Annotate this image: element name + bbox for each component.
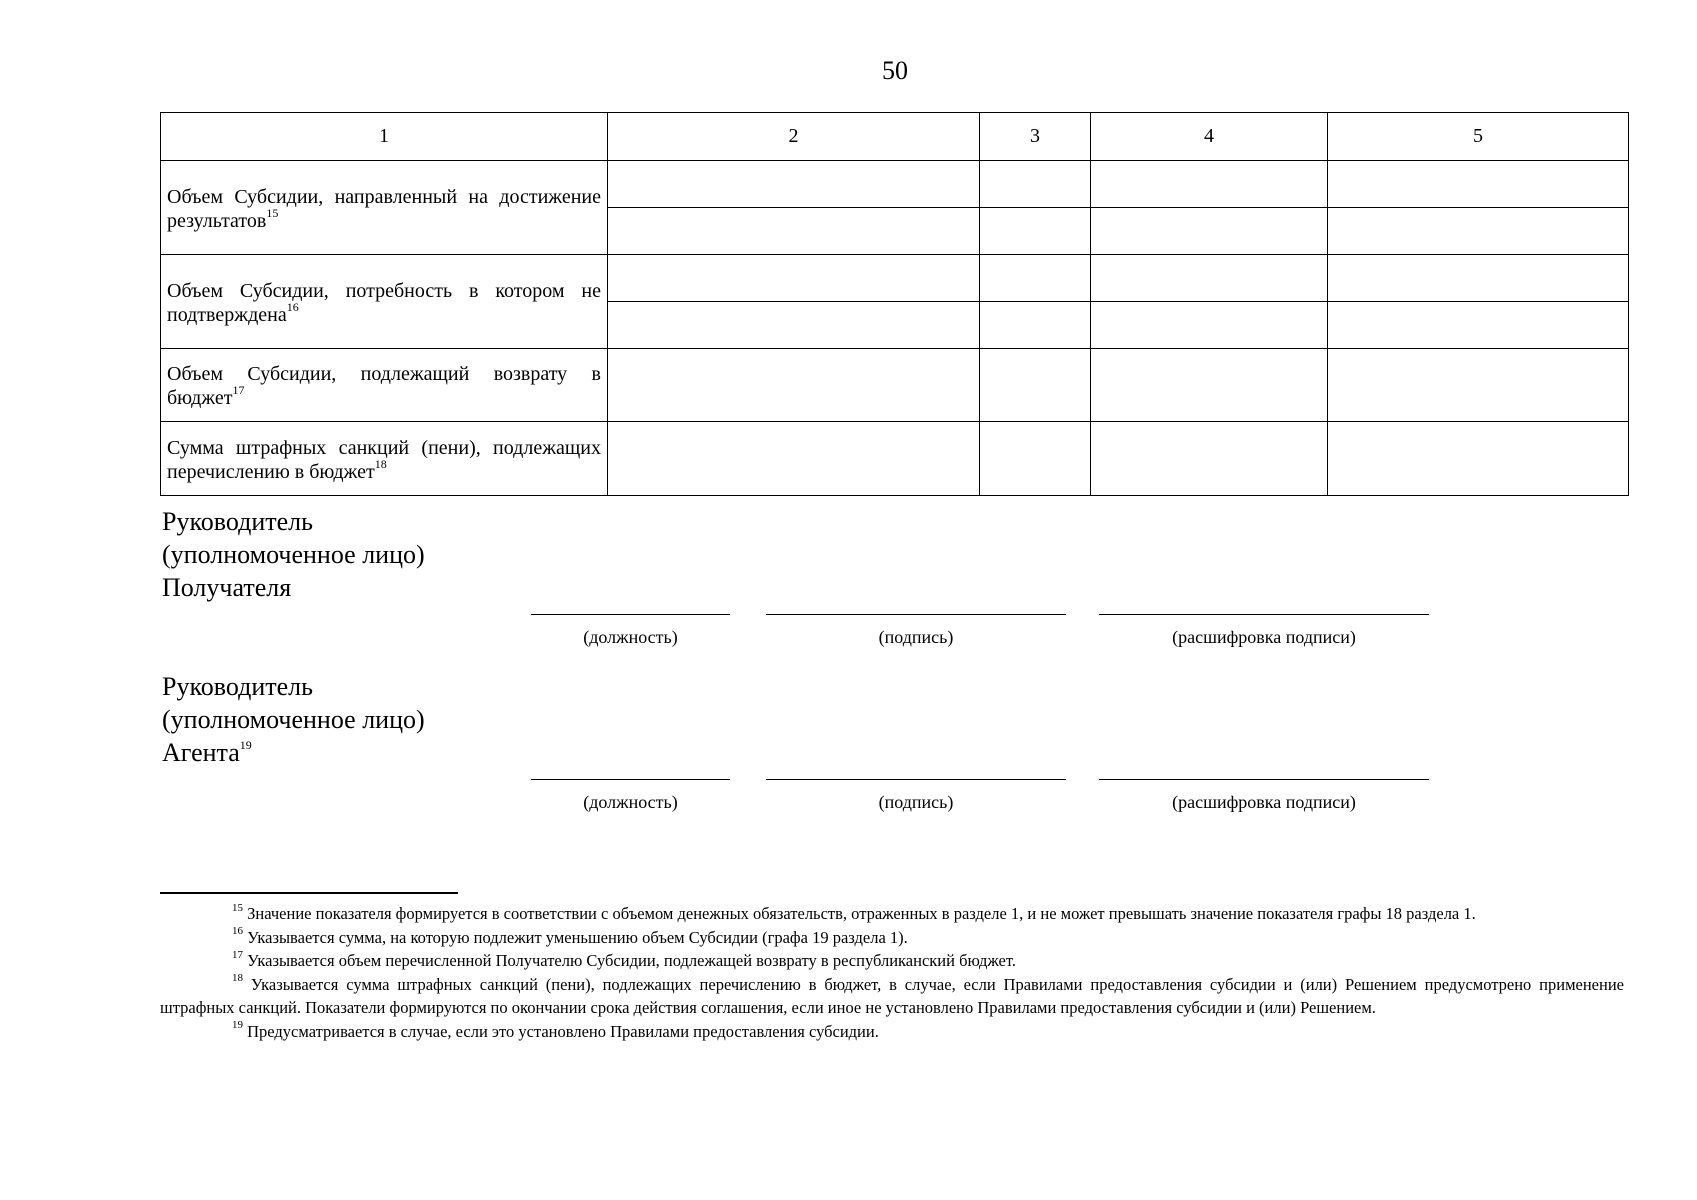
table-cell [980, 422, 1091, 496]
footnote-text: Значение показателя формируется в соответствии с объемом денежных обязательств, отраженных в разделе 1, и не может превышать значение показателя графы 18 раздела 1. [243, 904, 1476, 923]
column-header: 1 [161, 113, 608, 161]
footnote [160, 949, 1624, 973]
footnote-separator [160, 892, 458, 894]
signature-title-line [162, 571, 425, 604]
signature-title-text: Получателя [162, 573, 292, 602]
table-cell [608, 255, 980, 302]
table-cell [1091, 208, 1328, 255]
table-cell [1091, 349, 1328, 422]
position-line [531, 779, 730, 780]
footnote-ref: 17 [232, 383, 245, 398]
table-cell [608, 422, 980, 496]
name-line [1099, 779, 1429, 780]
footnote-ref: 16 [286, 299, 299, 314]
signature-title-line: Руководитель [162, 672, 313, 701]
table-cell [608, 349, 980, 422]
row-label-text: Объем Субсидии, подлежащий возврату в бюджет [167, 363, 601, 409]
table-cell [1091, 161, 1328, 208]
table-cell [608, 161, 980, 208]
table-cell [1328, 349, 1629, 422]
footnote [160, 926, 1624, 950]
row-label [161, 255, 608, 349]
table-header-row [161, 113, 1629, 161]
footnote-number: 18 [232, 972, 243, 984]
table-cell [980, 208, 1091, 255]
table-cell [980, 161, 1091, 208]
report-table [160, 112, 1629, 496]
footnote-text: Предусматривается в случае, если это установлено Правилами предоставления субсидии. [243, 1021, 879, 1041]
table-row [161, 255, 1629, 302]
position-caption: (должность) [583, 792, 678, 812]
row-label [161, 422, 608, 496]
footnote-text: Указывается объем перечисленной Получателю Субсидии, подлежащей возврату в республиканский бюджет. [243, 951, 1016, 970]
signature-title-text: Агента [162, 738, 240, 767]
row-label-text: Объем Субсидии, направленный на достижение результатов [167, 185, 601, 232]
table-cell [1091, 255, 1328, 302]
row-label [161, 161, 608, 255]
footnote-number: 19 [232, 1019, 243, 1031]
footnote-ref: 15 [266, 205, 279, 220]
table-cell [1328, 255, 1629, 302]
row-label-text: Объем Субсидии, потребность в котором не подтверждена [167, 279, 601, 326]
table-cell [980, 302, 1091, 349]
table-row [161, 422, 1629, 496]
table-cell [1328, 302, 1629, 349]
table-cell [1328, 161, 1629, 208]
signature-line [766, 779, 1066, 780]
signature-title-line [162, 736, 425, 769]
footnote [160, 1020, 1624, 1044]
row-label [161, 349, 608, 422]
signature-title-line: Руководитель [162, 507, 313, 536]
agent-signature-title [162, 670, 425, 769]
table-cell [980, 349, 1091, 422]
table-cell [1091, 422, 1328, 496]
row-label-text: Сумма штрафных санкций (пени), подлежащих перечислению в бюджет [167, 436, 601, 483]
signature-title-line: (уполномоченное лицо) [162, 705, 425, 734]
footnote [160, 902, 1624, 926]
footnote-text: Указывается сумма, на которую подлежит уменьшению объем Субсидии (графа 19 раздела 1). [243, 927, 908, 947]
table-cell [608, 208, 980, 255]
position-caption: (должность) [583, 627, 678, 647]
position-line [531, 614, 730, 615]
footnotes [160, 902, 1624, 1043]
table-cell [1328, 208, 1629, 255]
column-header: 3 [980, 113, 1091, 161]
name-caption: (расшифровка подписи) [1172, 792, 1356, 812]
footnote [160, 973, 1624, 1020]
footnote-number: 16 [232, 925, 243, 937]
table-cell [608, 302, 980, 349]
table-cell [1328, 422, 1629, 496]
footnote-text: Указывается сумма штрафных санкций (пени), подлежащих перечислению в бюджет, в случае, если Правилами предоставления субсидии и (или) Решением предусмотрено применение штрафных санкций. Показатели формируются по окончании срока действия соглашения, если иное не установлено Правилами предоставления субсидии и (или) Решением. [160, 974, 1624, 1017]
name-line [1099, 614, 1429, 615]
signature-line [766, 614, 1066, 615]
recipient-signature-title [162, 505, 425, 604]
table-row [161, 161, 1629, 208]
signature-title-line: (уполномоченное лицо) [162, 540, 425, 569]
table-cell [1091, 302, 1328, 349]
signature-caption: (подпись) [878, 792, 954, 812]
column-header: 5 [1328, 113, 1629, 161]
page-number: 50 [882, 56, 908, 85]
footnote-ref: 19 [239, 738, 252, 753]
table-row [161, 349, 1629, 422]
footnote-number: 15 [232, 901, 243, 914]
footnote-number: 17 [232, 948, 243, 961]
signature-caption: (подпись) [878, 627, 954, 647]
footnote-ref: 18 [374, 456, 387, 471]
column-header: 4 [1091, 113, 1328, 161]
name-caption: (расшифровка подписи) [1172, 627, 1356, 647]
column-header: 2 [608, 113, 980, 161]
table-cell [980, 255, 1091, 302]
